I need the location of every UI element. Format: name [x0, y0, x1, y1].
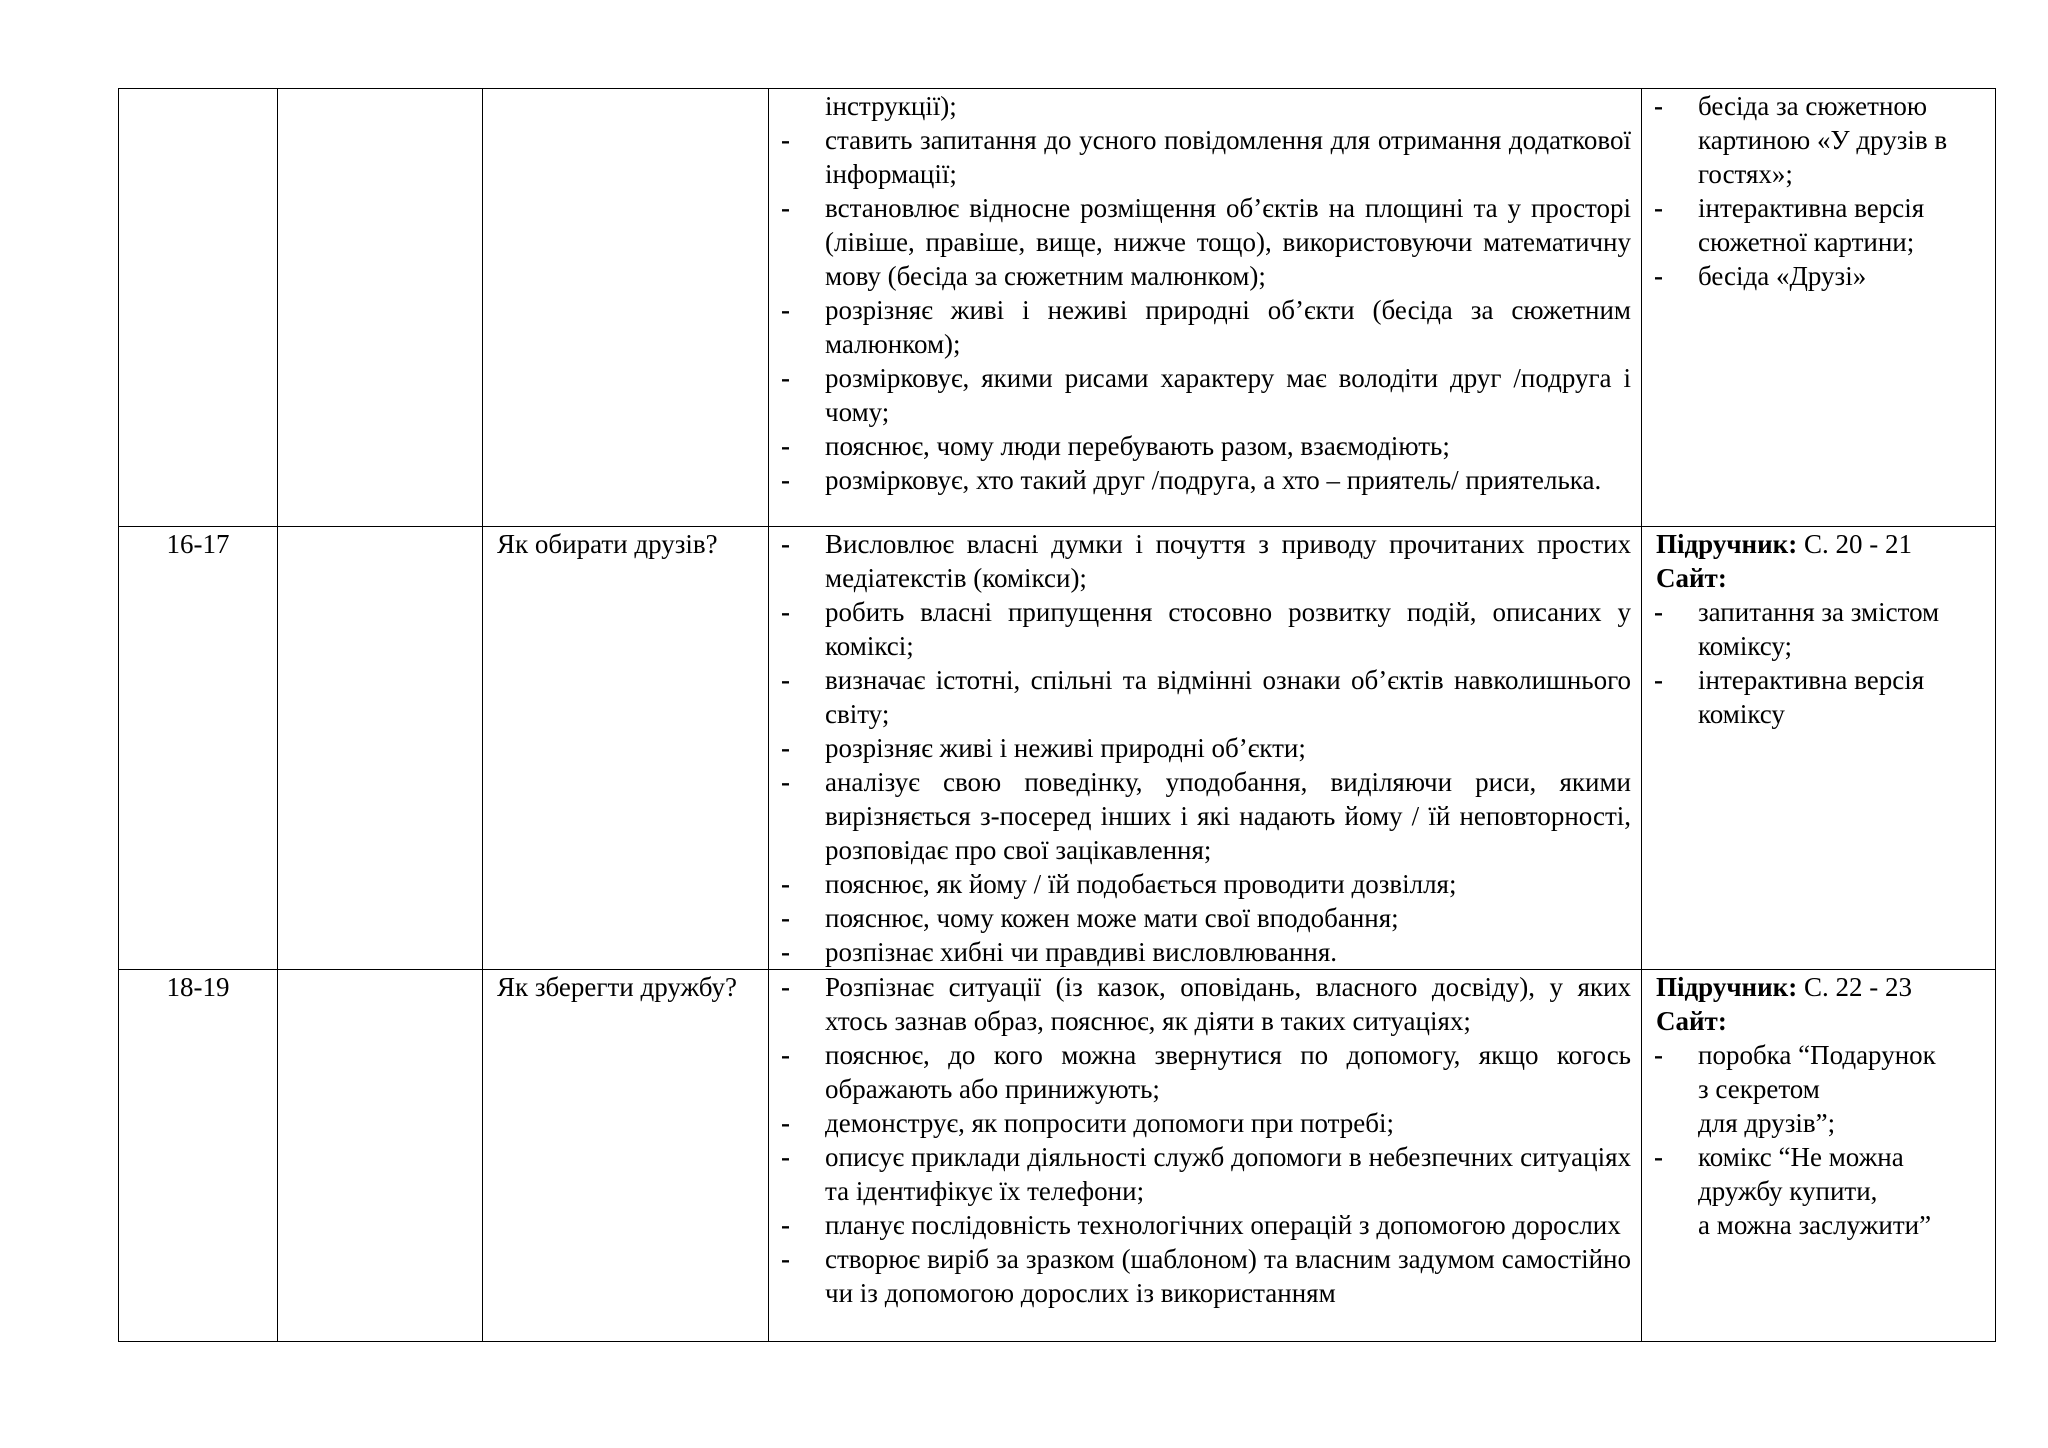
outcomes-cell — [769, 527, 1642, 970]
dash-bullet: - — [781, 193, 790, 223]
lesson-number: 16-17 — [166, 529, 230, 559]
lesson-number-cell — [119, 89, 278, 527]
table-row — [119, 970, 1996, 1342]
dash-bullet: - — [781, 972, 790, 1002]
list-item: - розпізнає хибні чи правдиві висловлювання. — [781, 937, 1338, 967]
topic-cell — [483, 89, 769, 527]
dash-bullet: - — [1654, 261, 1663, 291]
dash-bullet: - — [781, 733, 790, 763]
dash-bullet: - — [781, 903, 790, 933]
outcomes-list — [769, 527, 1641, 969]
dash-bullet: - — [781, 363, 790, 393]
resources-cell — [1642, 89, 1996, 527]
list-item: - пояснює, як йому / їй подобається проводити дозвілля; — [781, 869, 1457, 899]
empty-cell — [278, 89, 483, 527]
site-label: Сайт: — [1656, 1006, 1727, 1036]
list-item: - інтерактивна версія коміксу — [1654, 665, 1925, 729]
dash-bullet: - — [781, 767, 790, 797]
textbook-reference: Підручник: С. 22 - 23 — [1656, 972, 1912, 1002]
list-item: - створює виріб за зразком (шаблоном) та власним задумом самостійно чи із допомогою дорослих із використанням — [781, 1244, 1631, 1308]
topic-cell — [483, 970, 769, 1342]
dash-bullet: - — [1654, 597, 1663, 627]
table-row — [119, 89, 1996, 527]
resources-list — [1642, 595, 1995, 731]
dash-bullet: - — [781, 295, 790, 325]
list-item: - комікс “Не можна дружбу купити, а можна заслужити” — [1654, 1142, 1932, 1240]
dash-bullet: - — [781, 431, 790, 461]
list-item: - бесіда «Друзі» — [1654, 261, 1867, 291]
dash-bullet: - — [781, 125, 790, 155]
list-item: - описує приклади діяльності служб допомоги в небезпечних ситуаціях та ідентифікує їх телефони; — [781, 1142, 1631, 1206]
lesson-topic: Як зберегти дружбу? — [497, 972, 737, 1002]
list-item: - інтерактивна версія сюжетної картини; — [1654, 193, 1925, 257]
lesson-number-cell — [119, 527, 278, 970]
dash-bullet: - — [781, 1108, 790, 1138]
list-item: - ставить запитання до усного повідомлення для отримання додаткової інформації; — [781, 125, 1631, 189]
dash-bullet: - — [781, 1210, 790, 1240]
list-item: - Розпізнає ситуації (із казок, оповідань, власного досвіду), у яких хтось зазнав образ, пояснює, як діяти в таких ситуаціях; — [781, 972, 1631, 1036]
lesson-number: 18-19 — [166, 972, 230, 1002]
list-item: - пояснює, чому люди перебувають разом, взаємодіють; — [781, 431, 1450, 461]
resources-list — [1642, 89, 1995, 293]
dash-bullet: - — [1654, 193, 1663, 223]
lesson-topic: Як обирати друзів? — [497, 529, 718, 559]
dash-bullet: - — [1654, 665, 1663, 695]
dash-bullet: - — [781, 665, 790, 695]
dash-bullet: - — [781, 597, 790, 627]
resources-list — [1642, 1038, 1995, 1242]
dash-bullet: - — [781, 465, 790, 495]
dash-bullet: - — [781, 869, 790, 899]
empty-cell — [278, 970, 483, 1342]
list-item: - планує послідовність технологічних операцій з допомогою дорослих — [781, 1210, 1621, 1240]
outcomes-cell — [769, 89, 1642, 527]
dash-bullet: - — [781, 529, 790, 559]
list-item: - робить власні припущення стосовно розвитку подій, описаних у коміксі; — [781, 597, 1631, 661]
outcomes-list — [769, 970, 1641, 1310]
textbook-reference: Підручник: С. 20 - 21 — [1656, 529, 1912, 559]
dash-bullet: - — [1654, 91, 1663, 121]
dash-bullet: - — [1654, 1040, 1663, 1070]
outcomes-cell — [769, 970, 1642, 1342]
list-item: - розмірковує, хто такий друг /подруга, а хто – приятель/ приятелька. — [781, 465, 1602, 495]
lesson-plan-table — [118, 88, 1996, 1342]
dash-bullet: - — [1654, 1142, 1663, 1172]
list-item: - Висловлює власні думки і почуття з приводу прочитаних простих медіатекстів (комікси); — [781, 529, 1631, 593]
dash-bullet: - — [781, 1040, 790, 1070]
list-item: - розрізняє живі і неживі природні об’єкти (бесіда за сюжетним малюнком); — [781, 295, 1631, 359]
empty-cell — [278, 527, 483, 970]
topic-cell — [483, 527, 769, 970]
site-label: Сайт: — [1656, 563, 1727, 593]
dash-bullet: - — [781, 1142, 790, 1172]
list-item: - розмірковує, якими рисами характеру має володіти друг /подруга і чому; — [781, 363, 1631, 427]
outcomes-list — [769, 123, 1641, 497]
list-item: - аналізує свою поведінку, уподобання, виділяючи риси, якими вирізняється з-посеред інших і які надають йому / їй неповторності, розповідає про свої зацікавлення; — [781, 767, 1631, 865]
resources-cell — [1642, 970, 1996, 1342]
list-item: - поробка “Подарунок з секретом для друзів”; — [1654, 1040, 1936, 1138]
resources-cell — [1642, 527, 1996, 970]
outcome-continuation: інструкції); — [825, 91, 957, 121]
dash-bullet: - — [781, 1244, 790, 1274]
lesson-number-cell — [119, 970, 278, 1342]
table-row — [119, 527, 1996, 970]
list-item: - пояснює, чому кожен може мати свої вподобання; — [781, 903, 1399, 933]
dash-bullet: - — [781, 937, 790, 967]
list-item: - встановлює відносне розміщення об’єктів на площині та у просторі (лівіше, правіше, вище, нижче тощо), використовуючи математичну мову (бесіда за сюжетним малюнком); — [781, 193, 1631, 291]
list-item: - розрізняє живі і неживі природні об’єкти; — [781, 733, 1306, 763]
list-item: - пояснює, до кого можна звернутися по допомогу, якщо когось ображають або принижують; — [781, 1040, 1631, 1104]
list-item: - бесіда за сюжетною картиною «У друзів в гостях»; — [1654, 91, 1948, 189]
list-item: - демонструє, як попросити допомоги при потребі; — [781, 1108, 1395, 1138]
list-item: - запитання за змістом коміксу; — [1654, 597, 1940, 661]
list-item: - визначає істотні, спільні та відмінні ознаки об’єктів навколишнього світу; — [781, 665, 1631, 729]
